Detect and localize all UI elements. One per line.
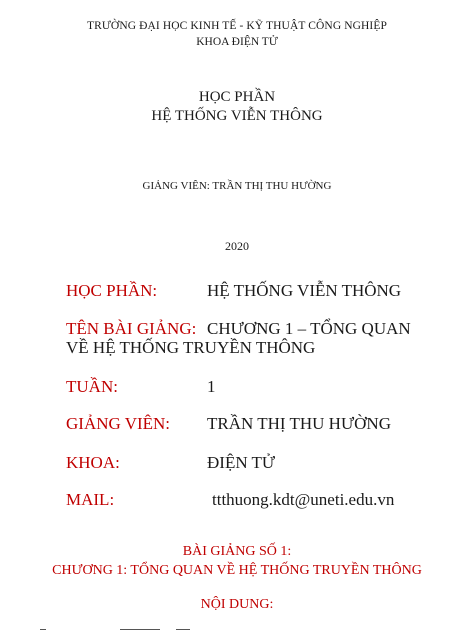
week-label: TUẦN: [66,377,118,396]
text-fragment [40,629,46,630]
lecturer-label: GIẢNG VIÊN: [66,414,171,433]
mail-value[interactable]: ttthuong.kdt@uneti.edu.vn [212,490,395,509]
mail-label: MAIL: [66,490,115,509]
week-value: 1 [207,377,216,396]
module-title: HỆ THỐNG VIỄN THÔNG [151,108,323,124]
faculty-value: ĐIỆN TỬ [207,453,276,472]
lecturer-value: TRẦN THỊ THU HƯỜNG [207,414,391,433]
lecture-value-line-1: CHƯƠNG 1 – TỔNG QUAN [207,319,411,338]
text-fragment [120,629,160,630]
text-fragment [176,629,190,630]
cut-off-text-line [0,624,474,632]
lecture-value-line-2: VỀ HỆ THỐNG TRUYỀN THÔNG [66,338,316,357]
lecture-number: BÀI GIẢNG SỐ 1: [182,544,292,559]
department-name: KHOA ĐIỆN TỬ [196,36,278,48]
school-name: TRƯỜNG ĐẠI HỌC KINH TẾ - KỸ THUẬT CÔNG NGHIỆP [87,20,387,32]
content-heading: NỘI DUNG: [200,597,274,612]
module-value: HỆ THỐNG VIỄN THÔNG [207,281,402,300]
module-heading: HỌC PHẦN [198,89,276,105]
lecture-label: TÊN BÀI GIẢNG: [66,319,197,338]
year: 2020 [225,239,249,253]
faculty-label: KHOA: [66,453,120,472]
lecturer-line: GIẢNG VIÊN: TRẦN THỊ THU HƯỜNG [142,180,332,192]
module-label: HỌC PHẦN: [66,281,158,300]
chapter-title: CHƯƠNG 1: TỔNG QUAN VỀ HỆ THỐNG TRUYỀN THÔNG [52,563,422,578]
